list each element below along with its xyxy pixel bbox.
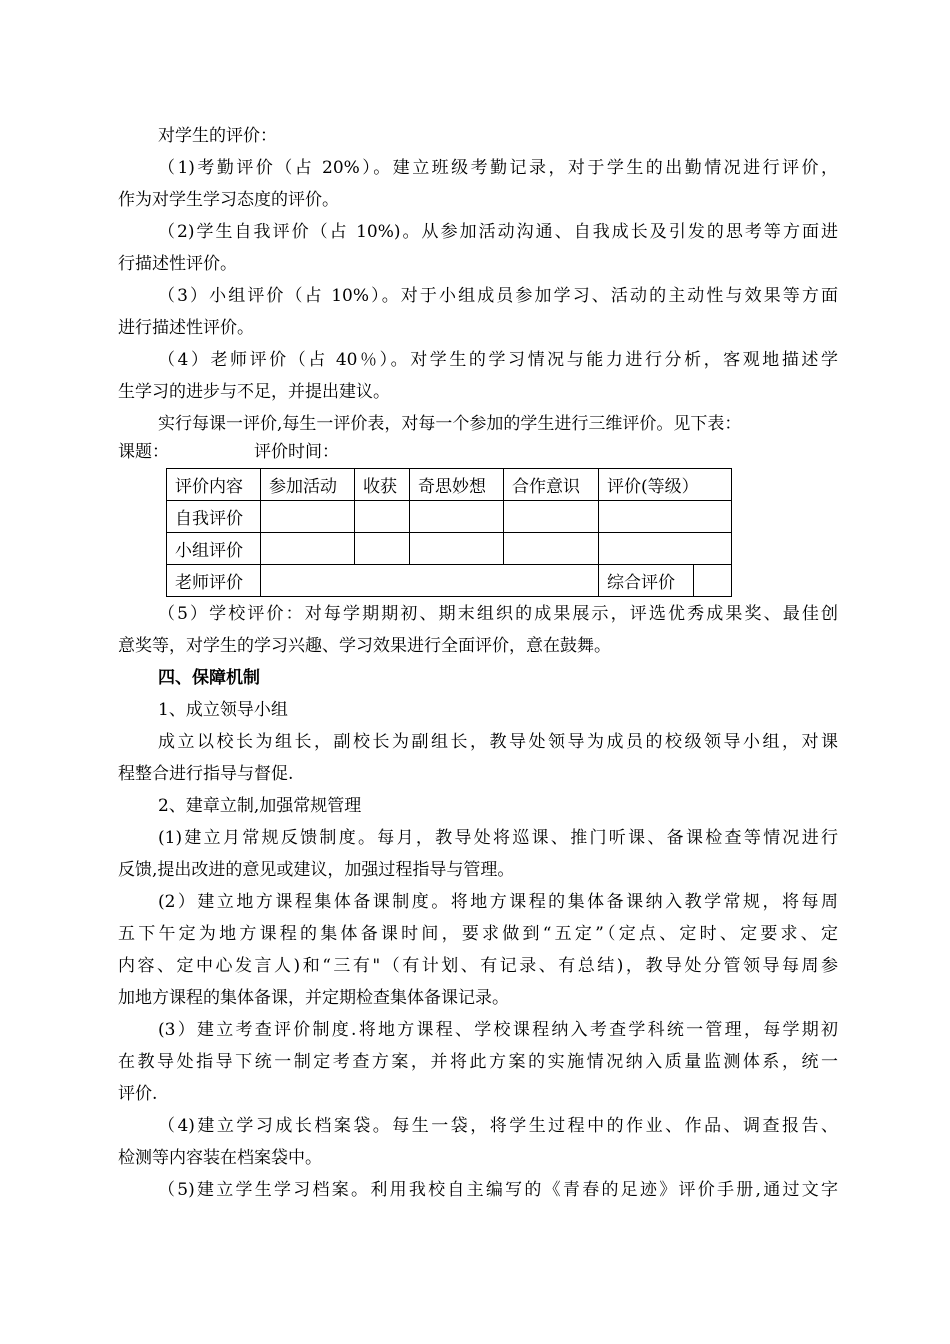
table-row (167, 533, 732, 565)
item-3-line-1: (3）建立考查评价制度.将地方课程、学校课程纳入考查学科统一管理，每学期初 (158, 1020, 838, 1040)
table-cell (355, 501, 410, 533)
table-cell (599, 501, 732, 533)
item-4-line-1: （4)建立学习成长档案袋。每生一袋，将学生过程中的作业、作品、调查报告、 (158, 1116, 838, 1136)
paragraph-3-line-2: 进行描述性评价。 (118, 318, 254, 338)
item-5-line-1: （5)建立学生学习档案。利用我校自主编写的《青春的足迹》评价手册,通过文字 (158, 1180, 838, 1200)
table-header-cell: 合作意识 (504, 469, 599, 501)
paragraph-4-line-2: 生学习的进步与不足，并提出建议。 (118, 382, 390, 402)
item-2-line-3: 内容、定中心发言人)和“三有"（有计划、有记录、有总结)，教导处分管领导每周参 (118, 956, 838, 976)
table-cell (504, 533, 599, 565)
table-row-label: 小组评价 (167, 533, 261, 565)
table-header-cell: 评价内容 (167, 469, 261, 501)
paragraph-5-line-1: （5）学校评价：对每学期期初、期末组织的成果展示，评选优秀成果奖、最佳创 (158, 604, 838, 624)
eval-time-label: 评价时间： (254, 442, 339, 462)
table-cell (599, 533, 732, 565)
table-row-label: 自我评价 (167, 501, 261, 533)
table-cell (261, 533, 355, 565)
table-row (167, 565, 732, 597)
table-cell (504, 501, 599, 533)
paragraph-3-line-1: （3）小组评价（占 10%）。对于小组成员参加学习、活动的主动性与效果等方面 (158, 286, 838, 306)
evaluation-table (166, 468, 732, 597)
paragraph-4-line-1: （4）老师评价（占 40％）。对学生的学习情况与能力进行分析，客观地描述学 (158, 350, 838, 370)
table-header-cell: 评价(等级） (599, 469, 732, 501)
item-3-line-3: 评价. (118, 1084, 158, 1104)
table-cell (694, 565, 732, 597)
table-cell (355, 533, 410, 565)
item-2-line-2: 五下午定为地方课程的集体备课时间，要求做到“五定”（定点、定时、定要求、定 (118, 924, 838, 944)
subsection-1-line-1: 成立以校长为组长，副校长为副组长，教导处领导为成员的校级领导小组，对课 (158, 732, 838, 752)
paragraph-2-line-2: 行描述性评价。 (118, 254, 237, 274)
student-eval-heading: 对学生的评价： (158, 126, 277, 146)
paragraph-each-lesson: 实行每课一评价,每生一评价表，对每一个参加的学生进行三维评价。见下表： (158, 414, 742, 434)
table-header-cell: 奇思妙想 (410, 469, 504, 501)
section-4-heading: 四、保障机制 (158, 668, 260, 688)
table-row (167, 501, 732, 533)
item-2-line-1: (2）建立地方课程集体备课制度。将地方课程的集体备课纳入教学常规，将每周 (158, 892, 838, 912)
paragraph-5-line-2: 意奖等，对学生的学习兴趣、学习效果进行全面评价，意在鼓舞。 (118, 636, 611, 656)
subsection-1-heading: 1、成立领导小组 (158, 700, 288, 720)
table-header-row (167, 469, 732, 501)
subsection-2-heading: 2、建章立制,加强常规管理 (158, 796, 362, 816)
table-header-cell: 收获 (355, 469, 410, 501)
subsection-1-line-2: 程整合进行指导与督促. (118, 764, 294, 784)
table-cell (261, 565, 599, 597)
item-2-line-4: 加地方课程的集体备课，并定期检查集体备课记录。 (118, 988, 509, 1008)
paragraph-1-line-2: 作为对学生学习态度的评价。 (118, 190, 339, 210)
item-4-line-2: 检测等内容装在档案袋中。 (118, 1148, 322, 1168)
table-cell (261, 501, 355, 533)
table-cell (410, 501, 504, 533)
topic-label: 课题： (118, 442, 169, 462)
item-1-line-2: 反馈,提出改进的意见或建议，加强过程指导与管理。 (118, 860, 515, 880)
item-1-line-1: (1)建立月常规反馈制度。每月，教导处将巡课、推门听课、备课检查等情况进行 (158, 828, 838, 848)
paragraph-2-line-1: （2)学生自我评价（占 10%)。从参加活动沟通、自我成长及引发的思考等方面进 (158, 222, 838, 242)
item-3-line-2: 在教导处指导下统一制定考查方案，并将此方案的实施情况纳入质量监测体系，统一 (118, 1052, 838, 1072)
table-row-label: 老师评价 (167, 565, 261, 597)
paragraph-1-line-1: （1)考勤评价（占 20%）。建立班级考勤记录，对于学生的出勤情况进行评价， (158, 158, 838, 178)
summary-label: 综合评价 (599, 565, 694, 597)
table-cell (410, 533, 504, 565)
table-header-cell: 参加活动 (261, 469, 355, 501)
